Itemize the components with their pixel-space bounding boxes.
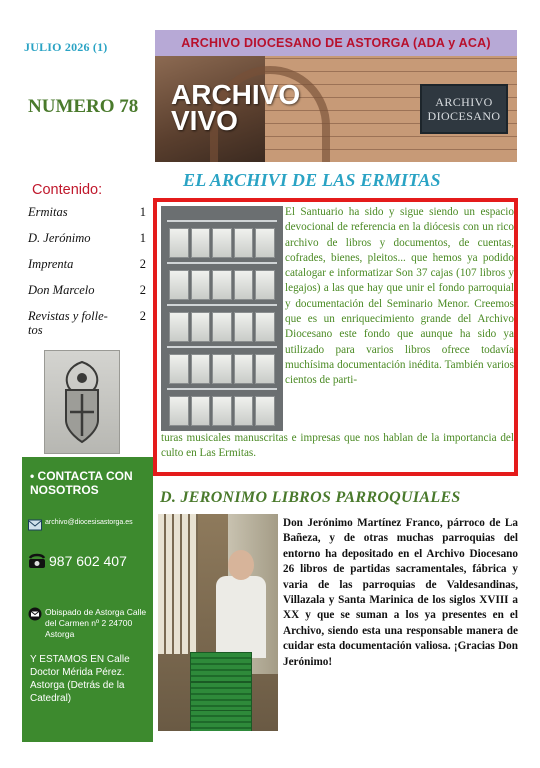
- article-jeronimo-body: Don Jerónimo Martínez Franco, párroco de La Bañeza, y de otras muchas parroquias del entorno ha depositado en el Archivo Diocesano 26 libros de partidas sacramentales, fábrica y varia de las parroquias de Valdesandinas, Villazala y Santa Marinica de los siglos XVIII a XX y que se suman a los ya presentes en el Archivo, siendo esta una responsable manera de cuidar esta documentación valiosa. ¡Gracias Don Jerónimo!: [283, 517, 518, 668]
- window-grille: [158, 514, 198, 654]
- shelf-rack: [167, 346, 277, 348]
- contact-email[interactable]: [28, 519, 133, 531]
- article-ermitas-body: El Santuario ha sido y sigue siendo un espacio devocional de referencia en la diócesis con un rico archivo de libros y documentos, de cuentas, cofrades, bienes, pleitos... que hemos ya podido catalogar e informatizar Son 37 cajas (107 libros y legajos) a las que hay que unir el fondo parroquial y documentación del Seminario Menor. Creemos que es un enriquecimiento grande del Archivo Diocesano este fondo que aunque ha sido ya utilizado para varios libros ofrece todavía muchísima documentación inédita. También varios cientos de parti-: [285, 206, 514, 387]
- book-crate: [190, 682, 252, 712]
- masthead-title-line2: VIVO: [171, 105, 238, 136]
- toc-item-page: 2: [139, 283, 146, 297]
- contents-title: Contenido:: [32, 182, 103, 198]
- toc-item-label: Imprenta: [28, 257, 74, 271]
- toc-item-page: 2: [139, 309, 146, 323]
- plaque-line1: ARCHIVO: [435, 95, 493, 109]
- shelf-rack: [167, 304, 277, 306]
- toc-item-label: Ermitas: [28, 205, 68, 219]
- person-figure: [216, 576, 266, 658]
- shelf-rack: [167, 220, 277, 222]
- person-head: [228, 550, 254, 580]
- toc-item-marcelo[interactable]: [28, 283, 146, 309]
- masthead-title-line1: ARCHIVO: [171, 79, 301, 110]
- contact-heading: [30, 469, 153, 497]
- contact-bullet: •: [30, 469, 35, 483]
- shelf-boxes: [169, 228, 275, 258]
- shelf-rack: [167, 388, 277, 390]
- archive-shelves-photo: [161, 206, 283, 431]
- contact-phone[interactable]: [28, 553, 127, 569]
- toc-item-page: 1: [139, 205, 146, 219]
- plaque-line2: DIOCESANO: [427, 109, 501, 123]
- contact-address-text: Obispado de Astorga Calle del Carmen nº 2 24700 Astorga: [45, 607, 147, 639]
- issue-number: NUMERO 78: [28, 96, 139, 117]
- article-ermitas-title: EL ARCHIVI DE LAS ERMITAS: [183, 170, 441, 190]
- toc-item-ermitas[interactable]: [28, 205, 146, 231]
- coat-of-arms-icon: [44, 350, 120, 454]
- contact-address: [28, 607, 153, 640]
- toc-item-label: Revistas y folle-tos: [28, 309, 108, 337]
- toc-item-label: Don Marcelo: [28, 283, 95, 297]
- table-of-contents: [28, 205, 146, 343]
- issue-date: JULIO 2026 (1): [24, 40, 108, 54]
- contact-email-text: archivo@diocesisastorga.es: [45, 519, 133, 526]
- shelf-rack: [167, 262, 277, 264]
- envelope-icon: [28, 519, 42, 531]
- book-crate: [190, 652, 252, 682]
- toc-item-label: D. Jerónimo: [28, 231, 91, 245]
- shelf-boxes: [169, 396, 275, 426]
- mail-icon: [28, 607, 42, 621]
- shelf-boxes: [169, 354, 275, 384]
- archive-plaque: [420, 84, 508, 134]
- article-ermitas-body-continued: turas musicales manuscritas e impresas que nos hablan de la importancia del culto en Las Ermitas.: [161, 432, 514, 460]
- toc-item-page: 1: [139, 231, 146, 245]
- toc-item-revistas[interactable]: [28, 309, 146, 343]
- toc-item-jeronimo[interactable]: [28, 231, 146, 257]
- contact-visit: Y ESTAMOS EN Calle Doctor Mérida Pérez. Astorga (Detrás de la Catedral): [30, 654, 130, 704]
- book-crate: [190, 710, 252, 731]
- donor-photo: [158, 514, 278, 731]
- shelf-boxes: [169, 312, 275, 342]
- masthead-banner: ARCHIVO DIOCESANO DE ASTORGA (ADA y ACA): [155, 30, 517, 56]
- contact-heading-text: CONTACTA CON NOSOTROS: [30, 469, 133, 497]
- toc-item-page: 2: [139, 257, 146, 271]
- masthead-title: [171, 79, 301, 136]
- article-ermitas-box: [153, 198, 518, 476]
- contact-panel: [22, 457, 153, 742]
- article-jeronimo-title: D. JERONIMO LIBROS PARROQUIALES: [160, 489, 461, 506]
- telephone-icon: [28, 553, 46, 569]
- contact-phone-text: 987 602 407: [49, 553, 127, 569]
- shelf-boxes: [169, 270, 275, 300]
- toc-item-imprenta[interactable]: [28, 257, 146, 283]
- masthead-photo: [155, 56, 517, 162]
